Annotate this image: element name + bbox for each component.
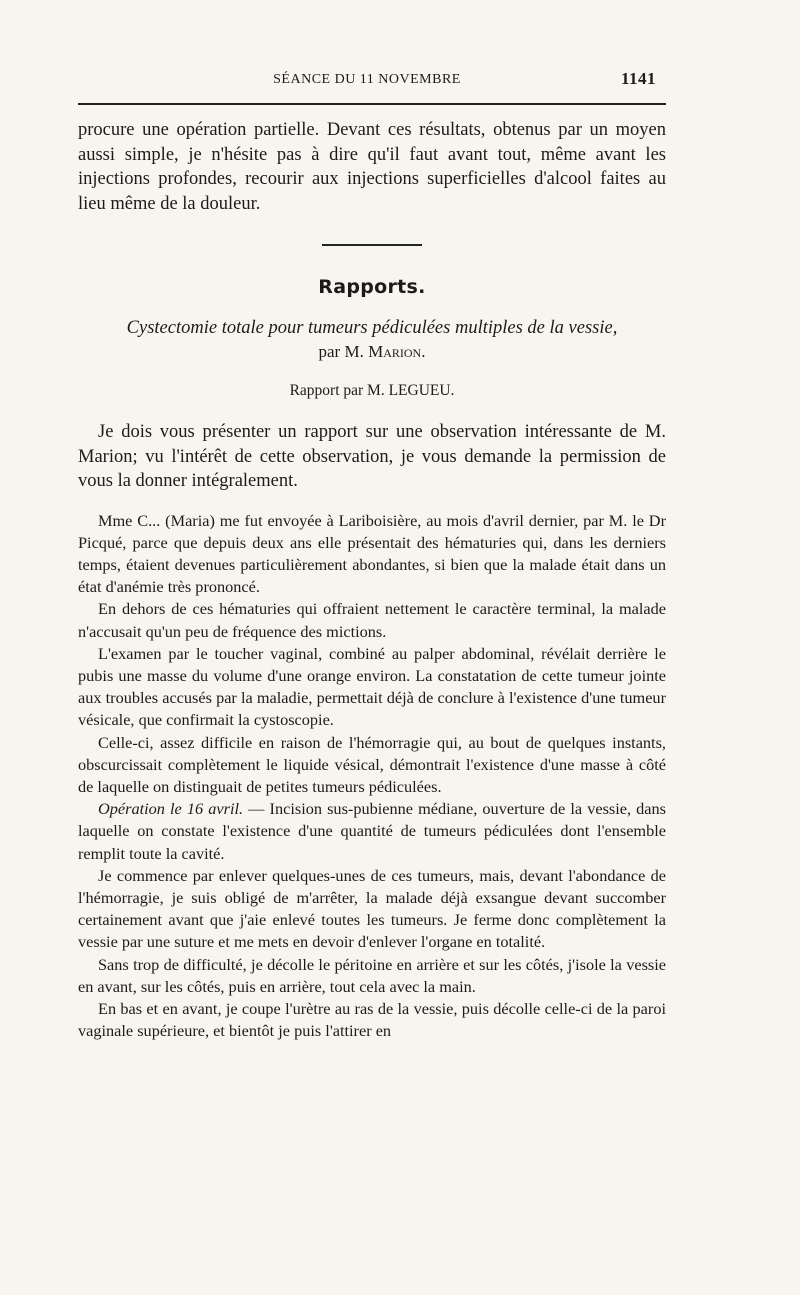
observation-paragraph-4: Celle-ci, assez difficile en raison de l'hémorragie qui, au bout de quelques instants, obscurcissait complètement le liquide vésical, démontrait l'existence d'une masse à côté de laquelle on distinguait de petites tumeurs pédiculées. [78,732,666,796]
section-title: Rapports. [318,276,426,298]
observation-paragraph-3: L'examen par le toucher vaginal, combiné au palper abdominal, révélait derrière le pubis une masse du volume d'une orange environ. La constatation de cette tumeur jointe aux troubles accusés par la maladie, permettait déjà de conclure à l'existence d'une tumeur vésicale, que confirmait la cystoscopie. [78,643,666,730]
observation-paragraph-8: En bas et en avant, je coupe l'urètre au ras de la vessie, puis décolle celle-ci de la paroi vaginale supérieure, et bientôt je puis l'attirer en [78,998,666,1041]
operation-date-lead: Opération le 16 avril. [98,799,244,819]
report-author: Rapport par M. LEGUEU. [289,382,455,399]
intro-paragraph: procure une opération partielle. Devant ces résultats, obtenus par un moyen aussi simple, je n'hésite pas à dire qu'il faut avant tout, même avant les injections profondes, recourir aux injections superficielles d'alcool faites au lieu même de la douleur. [78,120,666,214]
observation-paragraph-7: Sans trop de difficulté, je décolle le péritoine en arrière et sur les côtés, j'isole la vessie en avant, sur les côtés, puis en arrière, tout cela avec la main. [78,954,666,996]
report-intro-paragraph: Je dois vous présenter un rapport sur une observation intéressante de M. Marion; vu l'intérêt de cette observation, je vous demande la permission de vous la donner intégralement. [78,422,666,491]
observation-paragraph-1 [78,510,666,599]
page-body [78,118,666,1042]
byline-author: Marion. [368,342,426,361]
article-byline [78,340,666,364]
section-separator [322,244,422,246]
observation-paragraph-2: En dehors de ces hématuries qui offraient nettement le caractère terminal, la malade n'accusait qu'un peu de fréquence des mictions. [78,599,666,641]
observation-paragraph-5-text: — Incision sus-pubienne médiane, ouverture de la vessie, dans laquelle on constate l'existence d'une quantité de tumeurs pédiculées dont l'ensemble remplit toute la cavité. [78,799,667,863]
byline-prefix: par M. [318,342,364,361]
article-title: Cystectomie totale pour tumeurs pédiculées multiples de la vessie, [126,318,618,338]
patient-title-abbr: Mme [98,510,133,530]
header-rule [78,103,666,105]
observation-paragraph-1-text: C... (Maria) me fut envoyée à Lariboisière, au mois d'avril dernier, par M. le Dr Picqué, parce que depuis deux ans elle présentait des hématuries qui, dans les derniers temps, étaient devenues particulièrement abondantes, si bien que la malade était dans un état d'anémie très prononcé. [78,510,666,597]
running-head-title: SÉANCE DU 11 NOVEMBRE [273,72,461,87]
observation-paragraph-5 [78,798,666,865]
observation-paragraph-6: Je commence par enlever quelques-unes de ces tumeurs, mais, devant l'abondance de l'hémorragie, je suis obligé de m'arrêter, la malade déjà exsangue devant succomber certainement avant que j'aie enlevé toutes les tumeurs. Je ferme donc complètement la vessie par une suture et me mets en devoir d'enlever l'organe en totalité. [78,865,666,952]
page-number: 1141 [620,69,656,88]
